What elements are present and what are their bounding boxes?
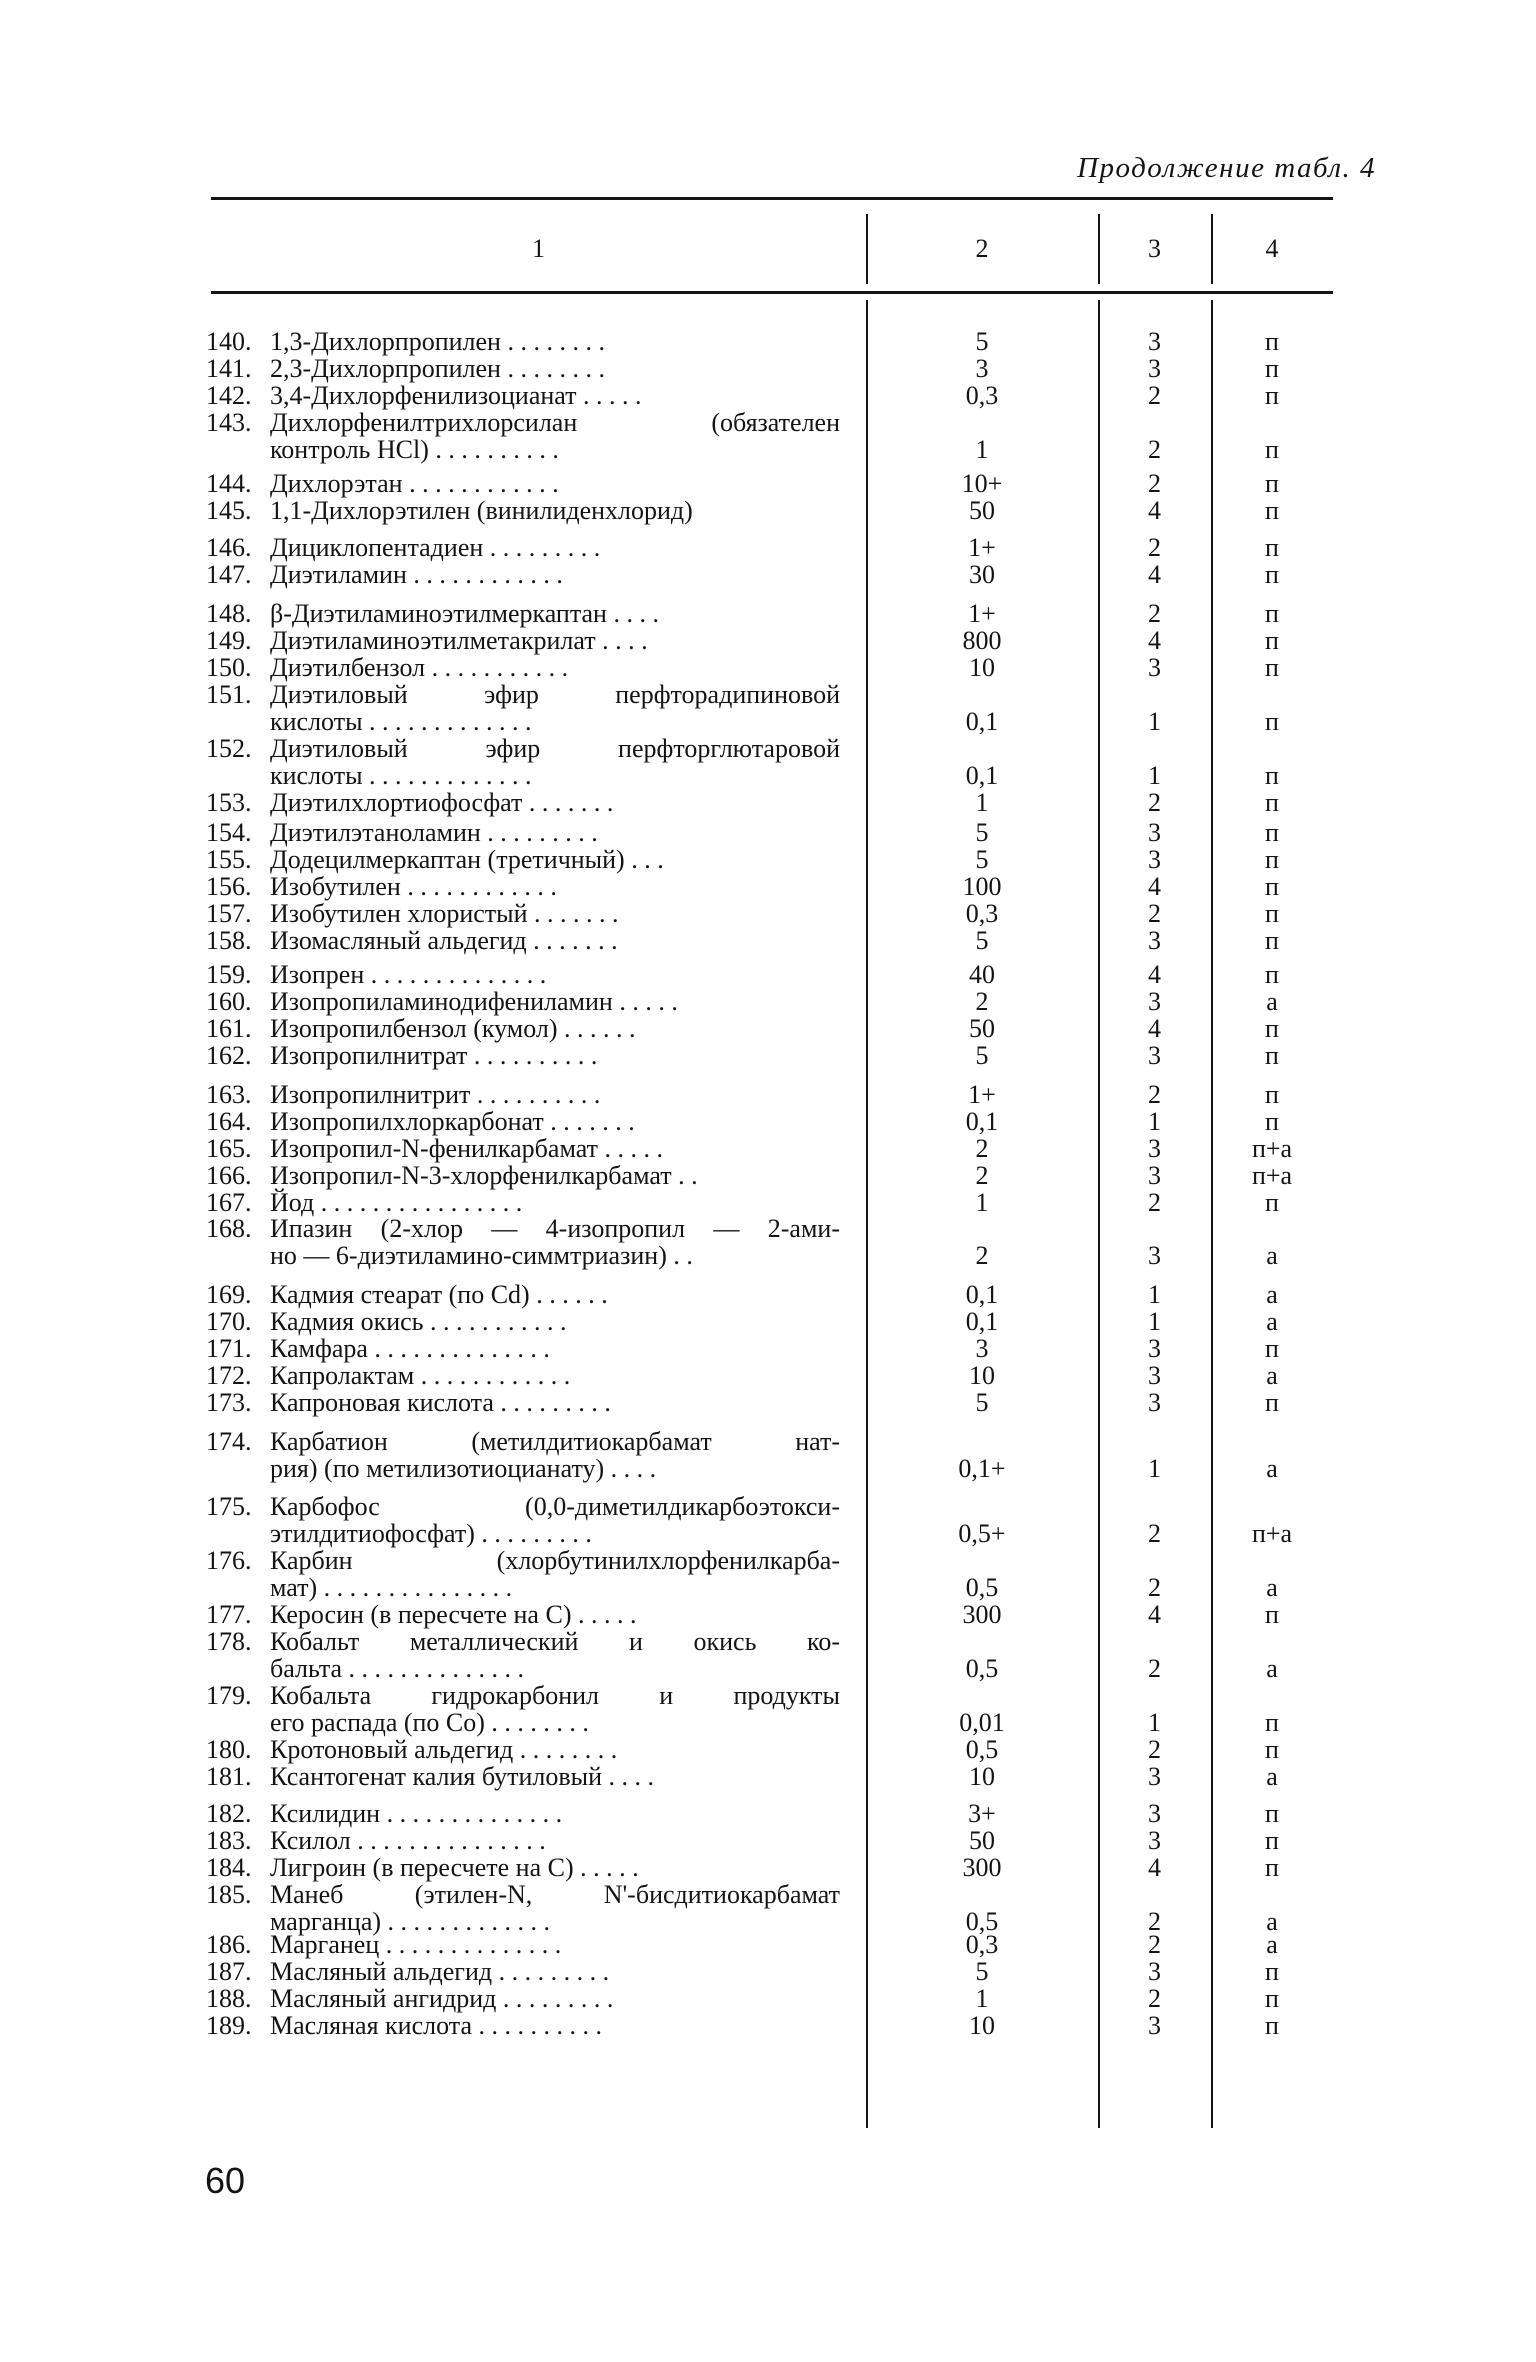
row-number: 164. <box>206 1107 252 1136</box>
row-aggregate-state: п <box>1265 1826 1279 1855</box>
row-hazard-class: 2 <box>1148 599 1161 628</box>
row-aggregate-state: п <box>1265 960 1279 989</box>
row-hazard-class: 3 <box>1148 1388 1161 1417</box>
row-concentration: 100 <box>962 872 1002 901</box>
row-concentration: 10 <box>969 1361 995 1390</box>
row-number: 184. <box>206 1853 252 1882</box>
row-substance-line: контроль HCl) . . . . . . . . . . <box>270 435 559 464</box>
row-aggregate-state: п <box>1265 1107 1279 1136</box>
row-substance-line: Масляный альдегид . . . . . . . . . <box>270 1957 610 1986</box>
row-aggregate-state: п <box>1265 1957 1279 1986</box>
row-concentration: 10 <box>969 2011 995 2040</box>
row-hazard-class: 1 <box>1148 1454 1161 1483</box>
row-number: 180. <box>206 1735 252 1764</box>
row-number: 183. <box>206 1826 252 1855</box>
row-concentration: 1+ <box>968 533 996 562</box>
row-aggregate-state: п <box>1265 926 1279 955</box>
row-concentration: 1 <box>975 1984 989 2013</box>
row-number: 155. <box>206 845 252 874</box>
row-concentration: 5 <box>975 327 989 356</box>
row-substance-line: его распада (по Co) . . . . . . . . <box>270 1708 589 1737</box>
row-aggregate-state: а <box>1266 1307 1278 1336</box>
row-substance-line: Дициклопентадиен . . . . . . . . . <box>270 533 601 562</box>
row-hazard-class: 3 <box>1148 1241 1161 1270</box>
row-aggregate-state: п <box>1265 1984 1279 2013</box>
row-substance-line: Диэтилбензол . . . . . . . . . . . <box>270 653 569 682</box>
row-hazard-class: 1 <box>1148 1708 1161 1737</box>
row-substance-line: Изопропил-N-3-хлорфенилкарбамат . . <box>270 1161 698 1190</box>
row-substance-line: Изопропиламинодифениламин . . . . . <box>270 987 678 1016</box>
row-substance-line: 1,3-Дихлорпропилен . . . . . . . . <box>270 327 605 356</box>
row-number: 144. <box>206 469 252 498</box>
row-aggregate-state: п <box>1265 327 1279 356</box>
row-number: 187. <box>206 1957 252 1986</box>
row-substance-line: 1,1-Дихлорэтилен (винилиденхлорид) <box>270 496 693 525</box>
row-substance-line: 2,3-Дихлорпропилен . . . . . . . . <box>270 354 605 383</box>
row-concentration: 5 <box>975 1957 989 1986</box>
row-aggregate-state: п <box>1265 845 1279 874</box>
row-number: 147. <box>206 560 252 589</box>
row-substance-line: Масляная кислота . . . . . . . . . . <box>270 2011 602 2040</box>
row-hazard-class: 3 <box>1148 1826 1161 1855</box>
row-aggregate-state: п <box>1265 1853 1279 1882</box>
row-aggregate-state: а <box>1266 1361 1278 1390</box>
row-substance-line: Манеб (этилен-N, N'-бисдитиокарбамат <box>270 1880 840 1909</box>
row-hazard-class: 3 <box>1148 1799 1161 1828</box>
table-top-rule <box>211 197 1333 200</box>
row-aggregate-state: п <box>1265 872 1279 901</box>
row-concentration: 50 <box>969 1014 995 1043</box>
row-number: 175. <box>206 1492 252 1521</box>
header-bottom-rule <box>211 291 1333 294</box>
row-aggregate-state: п <box>1265 761 1279 790</box>
row-concentration: 3+ <box>968 1799 996 1828</box>
row-concentration: 300 <box>962 1853 1002 1882</box>
row-concentration: 1+ <box>968 1080 996 1109</box>
row-aggregate-state: п <box>1265 469 1279 498</box>
row-number: 167. <box>206 1188 252 1217</box>
row-hazard-class: 2 <box>1148 435 1161 464</box>
row-concentration: 50 <box>969 496 995 525</box>
row-substance-line: Ипазин (2-хлор — 4-изопропил — 2-ами- <box>270 1214 840 1243</box>
row-number: 170. <box>206 1307 252 1336</box>
row-number: 166. <box>206 1161 252 1190</box>
row-number: 154. <box>206 818 252 847</box>
row-hazard-class: 2 <box>1148 381 1161 410</box>
row-aggregate-state: п <box>1265 707 1279 736</box>
row-hazard-class: 2 <box>1148 1188 1161 1217</box>
row-concentration: 2 <box>975 1241 989 1270</box>
row-aggregate-state: п <box>1265 653 1279 682</box>
row-substance-line: Изопропилнитрат . . . . . . . . . . <box>270 1041 598 1070</box>
row-hazard-class: 4 <box>1148 496 1161 525</box>
row-substance-line: Диэтиламиноэтилметакрилат . . . . <box>270 626 648 655</box>
row-aggregate-state: а <box>1266 1454 1278 1483</box>
row-concentration: 300 <box>962 1600 1002 1629</box>
row-number: 189. <box>206 2011 252 2040</box>
row-hazard-class: 2 <box>1148 1984 1161 2013</box>
row-aggregate-state: п <box>1265 818 1279 847</box>
row-substance-line: кислоты . . . . . . . . . . . . . <box>270 707 532 736</box>
row-aggregate-state: п <box>1265 1799 1279 1828</box>
row-concentration: 0,1 <box>965 1307 999 1336</box>
row-number: 178. <box>206 1627 252 1656</box>
row-number: 159. <box>206 960 252 989</box>
header-col-4: 4 <box>1265 234 1279 263</box>
row-aggregate-state: п <box>1265 533 1279 562</box>
row-concentration: 0,5 <box>965 1907 999 1936</box>
row-aggregate-state: п <box>1265 1735 1279 1764</box>
row-substance-line: Капролактам . . . . . . . . . . . . <box>270 1361 571 1390</box>
row-substance-line: β-Диэтиламиноэтилмеркаптан . . . . <box>270 599 659 628</box>
row-hazard-class: 4 <box>1148 872 1161 901</box>
row-substance-line: марганца) . . . . . . . . . . . . . <box>270 1907 551 1936</box>
row-aggregate-state: а <box>1266 1573 1278 1602</box>
row-concentration: 2 <box>975 987 989 1016</box>
row-concentration: 1 <box>975 435 989 464</box>
row-concentration: 40 <box>969 960 995 989</box>
row-hazard-class: 3 <box>1148 653 1161 682</box>
row-concentration: 1+ <box>968 599 996 628</box>
row-aggregate-state: п <box>1265 1014 1279 1043</box>
row-number: 181. <box>206 1762 252 1791</box>
row-hazard-class: 2 <box>1148 1080 1161 1109</box>
row-hazard-class: 4 <box>1148 560 1161 589</box>
row-hazard-class: 4 <box>1148 960 1161 989</box>
row-number: 162. <box>206 1041 252 1070</box>
row-number: 153. <box>206 788 252 817</box>
row-concentration: 3 <box>975 354 989 383</box>
row-hazard-class: 2 <box>1148 469 1161 498</box>
row-substance-line: Изобутилен хлористый . . . . . . . <box>270 899 619 928</box>
row-number: 150. <box>206 653 252 682</box>
row-aggregate-state: а <box>1266 987 1278 1016</box>
row-hazard-class: 3 <box>1148 1041 1161 1070</box>
row-aggregate-state: п+а <box>1251 1134 1293 1163</box>
row-number: 158. <box>206 926 252 955</box>
row-substance-line: Изопрен . . . . . . . . . . . . . . <box>270 960 547 989</box>
row-substance-line: Кадмия стеарат (по Cd) . . . . . . <box>270 1280 608 1309</box>
row-concentration: 5 <box>975 926 989 955</box>
row-aggregate-state: п <box>1265 2011 1279 2040</box>
row-aggregate-state: п <box>1265 1334 1279 1363</box>
row-concentration: 5 <box>975 1041 989 1070</box>
row-substance-line: Карбин (хлорбутинилхлорфенилкарба- <box>270 1546 840 1575</box>
row-substance-line: Капроновая кислота . . . . . . . . . <box>270 1388 611 1417</box>
row-number: 161. <box>206 1014 252 1043</box>
row-substance-line: Дихлорфенилтрихлорсилан (обязателен <box>270 408 840 437</box>
row-aggregate-state: а <box>1266 1241 1278 1270</box>
row-aggregate-state: п <box>1265 560 1279 589</box>
row-aggregate-state: п <box>1265 788 1279 817</box>
row-concentration: 0,01 <box>959 1708 1005 1737</box>
row-hazard-class: 1 <box>1148 707 1161 736</box>
row-concentration: 5 <box>975 818 989 847</box>
row-hazard-class: 1 <box>1148 1280 1161 1309</box>
row-aggregate-state: п <box>1265 1600 1279 1629</box>
row-number: 172. <box>206 1361 252 1390</box>
row-concentration: 2 <box>975 1161 989 1190</box>
row-concentration: 5 <box>975 845 989 874</box>
row-hazard-class: 3 <box>1148 926 1161 955</box>
row-concentration: 10 <box>969 1762 995 1791</box>
row-substance-line: Карбатион (метилдитиокарбамат нат- <box>270 1427 840 1456</box>
row-substance-line: Марганец . . . . . . . . . . . . . . <box>270 1930 562 1959</box>
row-concentration: 0,1 <box>965 1280 999 1309</box>
row-aggregate-state: п <box>1265 899 1279 928</box>
row-concentration: 30 <box>969 560 995 589</box>
row-number: 188. <box>206 1984 252 2013</box>
row-substance-line: Кобальта гидрокарбонил и продукты <box>270 1681 840 1710</box>
row-substance-line: Кротоновый альдегид . . . . . . . . <box>270 1735 618 1764</box>
row-hazard-class: 3 <box>1148 987 1161 1016</box>
row-aggregate-state: п <box>1265 1388 1279 1417</box>
row-number: 171. <box>206 1334 252 1363</box>
row-number: 143. <box>206 408 252 437</box>
row-hazard-class: 2 <box>1148 899 1161 928</box>
row-number: 163. <box>206 1080 252 1109</box>
row-substance-line: Лигроин (в пересчете на C) . . . . . <box>270 1853 639 1882</box>
row-number: 146. <box>206 533 252 562</box>
row-number: 151. <box>206 680 252 709</box>
row-substance-line: Изомасляный альдегид . . . . . . . <box>270 926 618 955</box>
row-substance-line: Дихлорэтан . . . . . . . . . . . . <box>270 469 559 498</box>
row-concentration: 10 <box>969 653 995 682</box>
row-concentration: 3 <box>975 1334 989 1363</box>
row-number: 176. <box>206 1546 252 1575</box>
row-number: 160. <box>206 987 252 1016</box>
row-number: 179. <box>206 1681 252 1710</box>
row-number: 148. <box>206 599 252 628</box>
row-number: 145. <box>206 496 252 525</box>
header-col-3: 3 <box>1148 234 1161 263</box>
row-hazard-class: 3 <box>1148 1334 1161 1363</box>
row-hazard-class: 3 <box>1148 1957 1161 1986</box>
row-aggregate-state: п <box>1265 354 1279 383</box>
row-substance-line: Ксантогенат калия бутиловый . . . . <box>270 1762 655 1791</box>
header-col-2: 2 <box>975 234 989 263</box>
row-concentration: 5 <box>975 1388 989 1417</box>
row-substance-line: Диэтиламин . . . . . . . . . . . . <box>270 560 563 589</box>
row-substance-line: кислоты . . . . . . . . . . . . . <box>270 761 532 790</box>
row-aggregate-state: а <box>1266 1930 1278 1959</box>
row-number: 173. <box>206 1388 252 1417</box>
row-number: 169. <box>206 1280 252 1309</box>
row-substance-line: но — 6-диэтиламино-симмтриазин) . . <box>270 1241 693 1270</box>
row-concentration: 1 <box>975 1188 989 1217</box>
row-number: 156. <box>206 872 252 901</box>
row-concentration: 0,3 <box>965 1930 999 1959</box>
row-concentration: 0,3 <box>965 899 999 928</box>
row-hazard-class: 2 <box>1148 788 1161 817</box>
row-aggregate-state: а <box>1266 1762 1278 1791</box>
row-substance-line: Ксилидин . . . . . . . . . . . . . . <box>270 1799 563 1828</box>
row-hazard-class: 3 <box>1148 2011 1161 2040</box>
row-substance-line: Кадмия окись . . . . . . . . . . . <box>270 1307 567 1336</box>
row-hazard-class: 2 <box>1148 1907 1161 1936</box>
row-hazard-class: 3 <box>1148 1361 1161 1390</box>
row-concentration: 0,5 <box>965 1735 999 1764</box>
row-aggregate-state: а <box>1266 1907 1278 1936</box>
row-concentration: 800 <box>962 626 1002 655</box>
row-aggregate-state: а <box>1266 1654 1278 1683</box>
header-col-1: 1 <box>532 234 545 263</box>
row-concentration: 0,3 <box>965 381 999 410</box>
row-aggregate-state: п <box>1265 496 1279 525</box>
row-substance-line: Диэтилхлортиофосфат . . . . . . . <box>270 788 614 817</box>
row-aggregate-state: п <box>1265 381 1279 410</box>
row-hazard-class: 2 <box>1148 1573 1161 1602</box>
row-aggregate-state: п <box>1265 626 1279 655</box>
row-hazard-class: 4 <box>1148 1600 1161 1629</box>
row-aggregate-state: п <box>1265 1188 1279 1217</box>
row-substance-line: Диэтиловый эфир перфторадипиновой <box>270 680 840 709</box>
row-number: 177. <box>206 1600 252 1629</box>
page-number: 60 <box>205 2160 246 2201</box>
row-hazard-class: 3 <box>1148 1161 1161 1190</box>
table-caption: Продолжение табл. 4 <box>1077 152 1376 184</box>
row-number: 182. <box>206 1799 252 1828</box>
row-number: 152. <box>206 734 252 763</box>
row-substance-line: Изобутилен . . . . . . . . . . . . <box>270 872 557 901</box>
row-substance-line: Карбофос (0,0-диметилдикарбоэтокси- <box>270 1492 840 1521</box>
row-concentration: 1 <box>975 788 989 817</box>
row-hazard-class: 2 <box>1148 1654 1161 1683</box>
row-aggregate-state: п+а <box>1251 1161 1293 1190</box>
row-aggregate-state: п <box>1265 1080 1279 1109</box>
row-hazard-class: 4 <box>1148 1853 1161 1882</box>
row-hazard-class: 1 <box>1148 1307 1161 1336</box>
row-number: 141. <box>206 354 252 383</box>
row-substance-line: Диэтилэтаноламин . . . . . . . . . <box>270 818 598 847</box>
row-substance-line: бальта . . . . . . . . . . . . . . <box>270 1654 525 1683</box>
row-number: 185. <box>206 1880 252 1909</box>
row-hazard-class: 4 <box>1148 1014 1161 1043</box>
row-substance-line: Додецилмеркаптан (третичный) . . . <box>270 845 664 874</box>
row-number: 165. <box>206 1134 252 1163</box>
row-concentration: 2 <box>975 1134 989 1163</box>
row-substance-line: Изопропилхлоркарбонат . . . . . . . <box>270 1107 635 1136</box>
row-hazard-class: 1 <box>1148 761 1161 790</box>
row-aggregate-state: а <box>1266 1280 1278 1309</box>
row-substance-line: мат) . . . . . . . . . . . . . . . <box>270 1573 513 1602</box>
row-aggregate-state: п <box>1265 1041 1279 1070</box>
row-concentration: 0,1+ <box>958 1454 1006 1483</box>
row-hazard-class: 2 <box>1148 1519 1161 1548</box>
row-substance-line: Ксилол . . . . . . . . . . . . . . . <box>270 1826 546 1855</box>
row-substance-line: 3,4-Дихлорфенилизоцианат . . . . . <box>270 381 642 410</box>
row-aggregate-state: п <box>1265 599 1279 628</box>
row-concentration: 0,5 <box>965 1654 999 1683</box>
row-number: 168. <box>206 1214 252 1243</box>
row-hazard-class: 3 <box>1148 845 1161 874</box>
row-hazard-class: 2 <box>1148 533 1161 562</box>
row-concentration: 10+ <box>961 469 1003 498</box>
row-hazard-class: 2 <box>1148 1735 1161 1764</box>
row-concentration: 0,1 <box>965 1107 999 1136</box>
row-substance-line: Изопропилнитрит . . . . . . . . . . <box>270 1080 601 1109</box>
row-substance-line: Диэтиловый эфир перфторглютаровой <box>270 734 840 763</box>
row-substance-line: Изопропил-N-фенилкарбамат . . . . . <box>270 1134 663 1163</box>
row-aggregate-state: п+а <box>1251 1519 1293 1548</box>
row-hazard-class: 2 <box>1148 1930 1161 1959</box>
row-hazard-class: 4 <box>1148 626 1161 655</box>
row-substance-line: Керосин (в пересчете на C) . . . . . <box>270 1600 637 1629</box>
row-concentration: 0,5+ <box>958 1519 1006 1548</box>
row-substance-line: Изопропилбензол (кумол) . . . . . . <box>270 1014 636 1043</box>
row-hazard-class: 3 <box>1148 354 1161 383</box>
row-concentration: 0,1 <box>965 707 999 736</box>
row-hazard-class: 1 <box>1148 1107 1161 1136</box>
row-hazard-class: 3 <box>1148 1134 1161 1163</box>
row-number: 149. <box>206 626 252 655</box>
row-substance-line: рия) (по метилизотиоцианату) . . . . <box>270 1454 657 1483</box>
row-number: 186. <box>206 1930 252 1959</box>
row-concentration: 50 <box>969 1826 995 1855</box>
row-concentration: 0,5 <box>965 1573 999 1602</box>
row-substance-line: Масляный ангидрид . . . . . . . . . <box>270 1984 614 2013</box>
row-aggregate-state: п <box>1265 1708 1279 1737</box>
row-substance-line: Камфара . . . . . . . . . . . . . . <box>270 1334 550 1363</box>
row-aggregate-state: п <box>1265 435 1279 464</box>
row-number: 174. <box>206 1427 252 1456</box>
row-concentration: 0,1 <box>965 761 999 790</box>
row-number: 157. <box>206 899 252 928</box>
row-number: 140. <box>206 327 252 356</box>
row-substance-line: Йод . . . . . . . . . . . . . . . . <box>270 1188 523 1217</box>
row-hazard-class: 3 <box>1148 327 1161 356</box>
row-hazard-class: 3 <box>1148 818 1161 847</box>
row-number: 142. <box>206 381 252 410</box>
row-substance-line: этилдитиофосфат) . . . . . . . . . <box>270 1519 592 1548</box>
row-substance-line: Кобальт металлический и окись ко- <box>270 1627 840 1656</box>
row-hazard-class: 3 <box>1148 1762 1161 1791</box>
